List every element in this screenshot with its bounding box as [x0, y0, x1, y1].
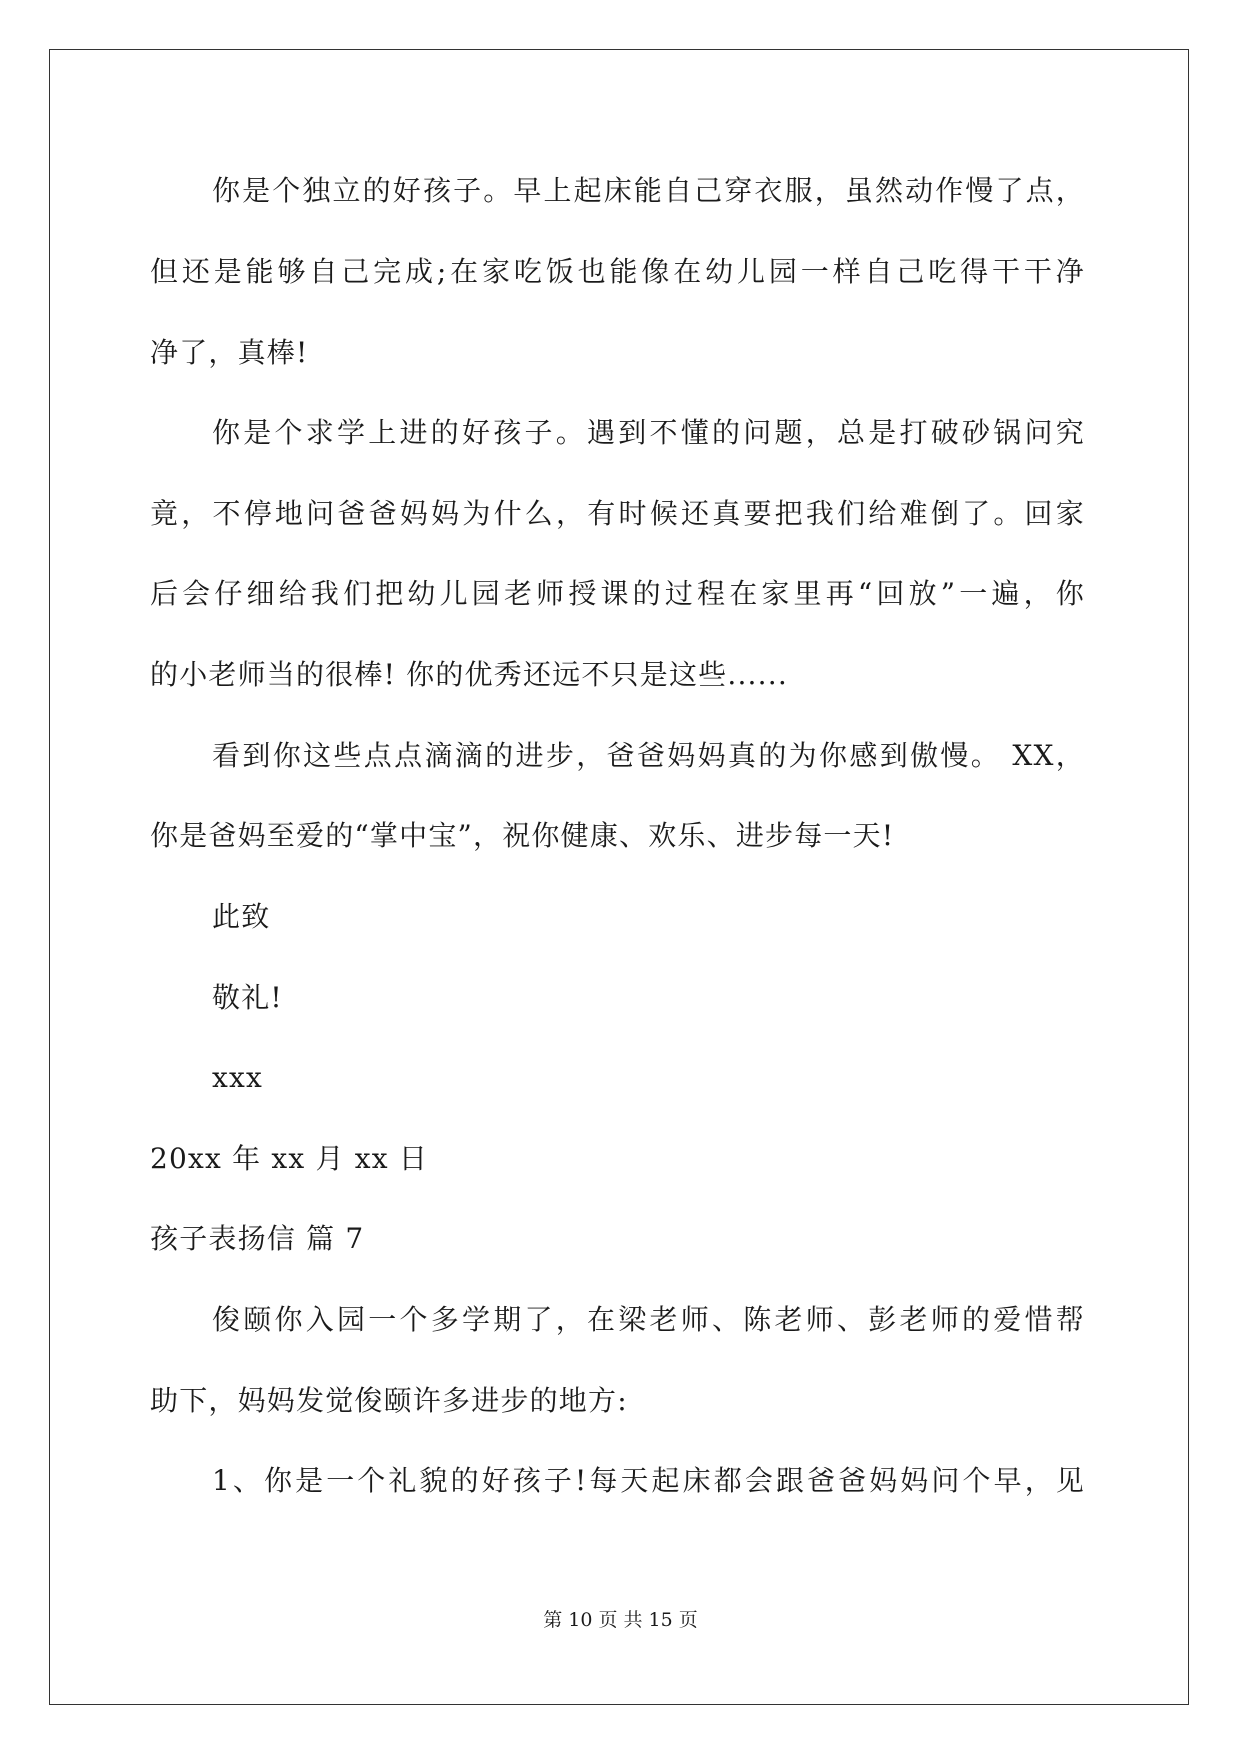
section-heading: 孩子表扬信 篇 7 [150, 1222, 365, 1255]
paragraph-4-line-2: 助下，妈妈发觉俊颐许多进步的地方: [150, 1384, 628, 1417]
page-number-label: 第 10 页 共 15 页 [543, 1609, 698, 1631]
paragraph-3-line-1: 看到你这些点点滴滴的进步，爸爸妈妈真的为你感到傲慢。 XX， [212, 739, 1085, 772]
paragraph-1-line-3: 净了，真棒! [150, 336, 309, 369]
date-line: 20xx 年 xx 月 xx 日 [150, 1142, 429, 1175]
paragraph-4-line-1: 俊颐你入园一个多学期了，在梁老师、陈老师、彭老师的爱惜帮 [212, 1303, 1085, 1336]
paragraph-5-line-1: 1、你是一个礼貌的好孩子!每天起床都会跟爸爸妈妈问个早，见 [212, 1464, 1085, 1497]
page-footer [0, 1606, 1241, 1634]
paragraph-2-line-1: 你是个求学上进的好孩子。遇到不懂的问题，总是打破砂锅问究 [212, 416, 1085, 449]
paragraph-2-line-4: 的小老师当的很棒! 你的优秀还远不只是这些...... [150, 658, 788, 691]
closing-greeting-2: 敬礼! [212, 981, 283, 1014]
signature: xxx [212, 1061, 263, 1094]
paragraph-1-line-1: 你是个独立的好孩子。早上起床能自己穿衣服，虽然动作慢了点， [212, 174, 1085, 207]
paragraph-3-line-2: 你是爸妈至爱的“掌中宝”，祝你健康、欢乐、进步每一天! [150, 819, 895, 852]
paragraph-1-line-2: 但还是能够自己完成;在家吃饭也能像在幼儿园一样自己吃得干干净 [150, 255, 1085, 288]
paragraph-2-line-3: 后会仔细给我们把幼儿园老师授课的过程在家里再“回放”一遍，你 [150, 577, 1085, 610]
page-border [49, 49, 1189, 1705]
closing-greeting-1: 此致 [212, 900, 271, 933]
paragraph-2-line-2: 竟，不停地问爸爸妈妈为什么，有时候还真要把我们给难倒了。回家 [150, 497, 1085, 530]
